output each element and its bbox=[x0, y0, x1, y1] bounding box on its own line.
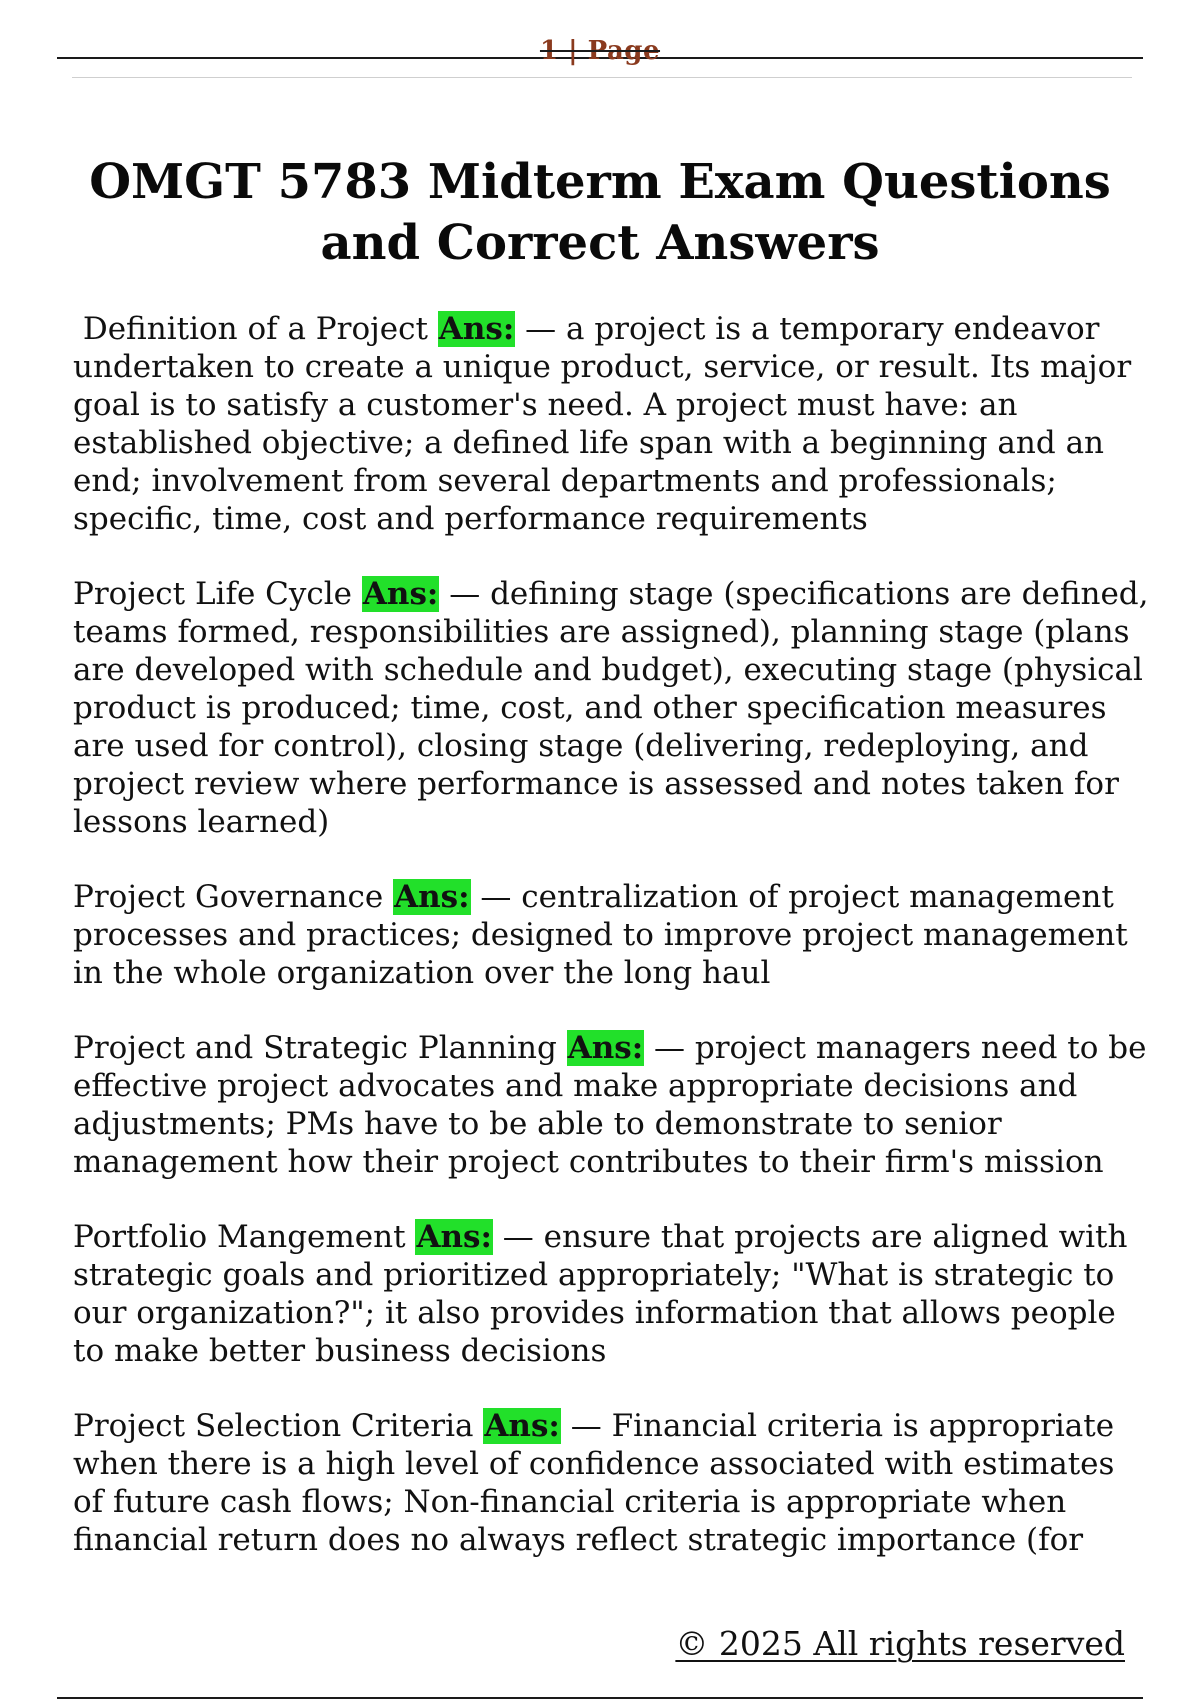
page-number-label: 1 | Page bbox=[539, 36, 661, 66]
qa-answer: — centralization of project management processes and practices; designed to improve project management in the whole organization over the long haul bbox=[73, 879, 1138, 991]
qa-entry-portfolio-management bbox=[73, 1218, 1153, 1370]
qa-entry-definition-of-project bbox=[73, 310, 1153, 538]
footer-rule bbox=[57, 1697, 1143, 1699]
answer-label: Ans: bbox=[567, 1030, 644, 1066]
qa-answer: — project managers need to be effective project advocates and make appropriate decisions and adjustments; PMs have to be able to demonstrate to senior management how their project contributes to their firm's mission bbox=[73, 1030, 1157, 1180]
qa-term: Definition of a Project bbox=[73, 311, 438, 347]
qa-term: Portfolio Mangement bbox=[73, 1219, 416, 1255]
document-title: OMGT 5783 Midterm Exam Questions and Correct Answers bbox=[89, 154, 1111, 271]
qa-answer: — defining stage (specifications are defined, teams formed, responsibilities are assigned), planning stage (plans are developed with schedule and budget), executing stage (physical product is produced; time, cost, and other specification measures are used for control), closing stage (delivering, redeploying, and project review where performance is assessed and notes taken for lessons learned) bbox=[73, 576, 1159, 840]
qa-entry-strategic-planning bbox=[73, 1029, 1157, 1181]
qa-entry-project-selection-criteria bbox=[73, 1407, 1153, 1559]
qa-answer: — Financial criteria is appropriate when there is a high level of confidence associated with estimates of future cash flows; Non-financial criteria is appropriate when financial return does no always reflect strategic importance (for bbox=[73, 1408, 1125, 1558]
qa-entry-project-governance bbox=[73, 878, 1153, 992]
answer-label: Ans: bbox=[362, 576, 439, 612]
qa-list bbox=[73, 310, 1159, 1596]
qa-term: Project Selection Criteria bbox=[73, 1408, 484, 1444]
answer-label: Ans: bbox=[438, 311, 515, 347]
qa-term: Project and Strategic Planning bbox=[73, 1030, 567, 1066]
qa-answer: — a project is a temporary endeavor undertaken to create a unique product, service, or result. Its major goal is to satisfy a customer's need. A project must have: an established objective; a defined life span with a beginning and an end; involvement from several departments and professionals; specific, time, cost and performance requirements bbox=[73, 311, 1141, 537]
answer-label: Ans: bbox=[416, 1219, 492, 1255]
copyright-notice: © 2025 All rights reserved bbox=[675, 1624, 1125, 1663]
answer-label: Ans: bbox=[484, 1408, 560, 1444]
qa-answer: — ensure that projects are aligned with strategic goals and prioritized appropriately; "What is strategic to our organization?"; it also provides information that allows people to make better business decisions bbox=[73, 1219, 1138, 1369]
qa-term: Project Life Cycle bbox=[73, 576, 362, 612]
answer-label: Ans: bbox=[394, 879, 470, 915]
header-rule-thin bbox=[72, 77, 1132, 78]
qa-term: Project Governance bbox=[73, 879, 394, 915]
qa-entry-project-life-cycle bbox=[73, 575, 1159, 841]
